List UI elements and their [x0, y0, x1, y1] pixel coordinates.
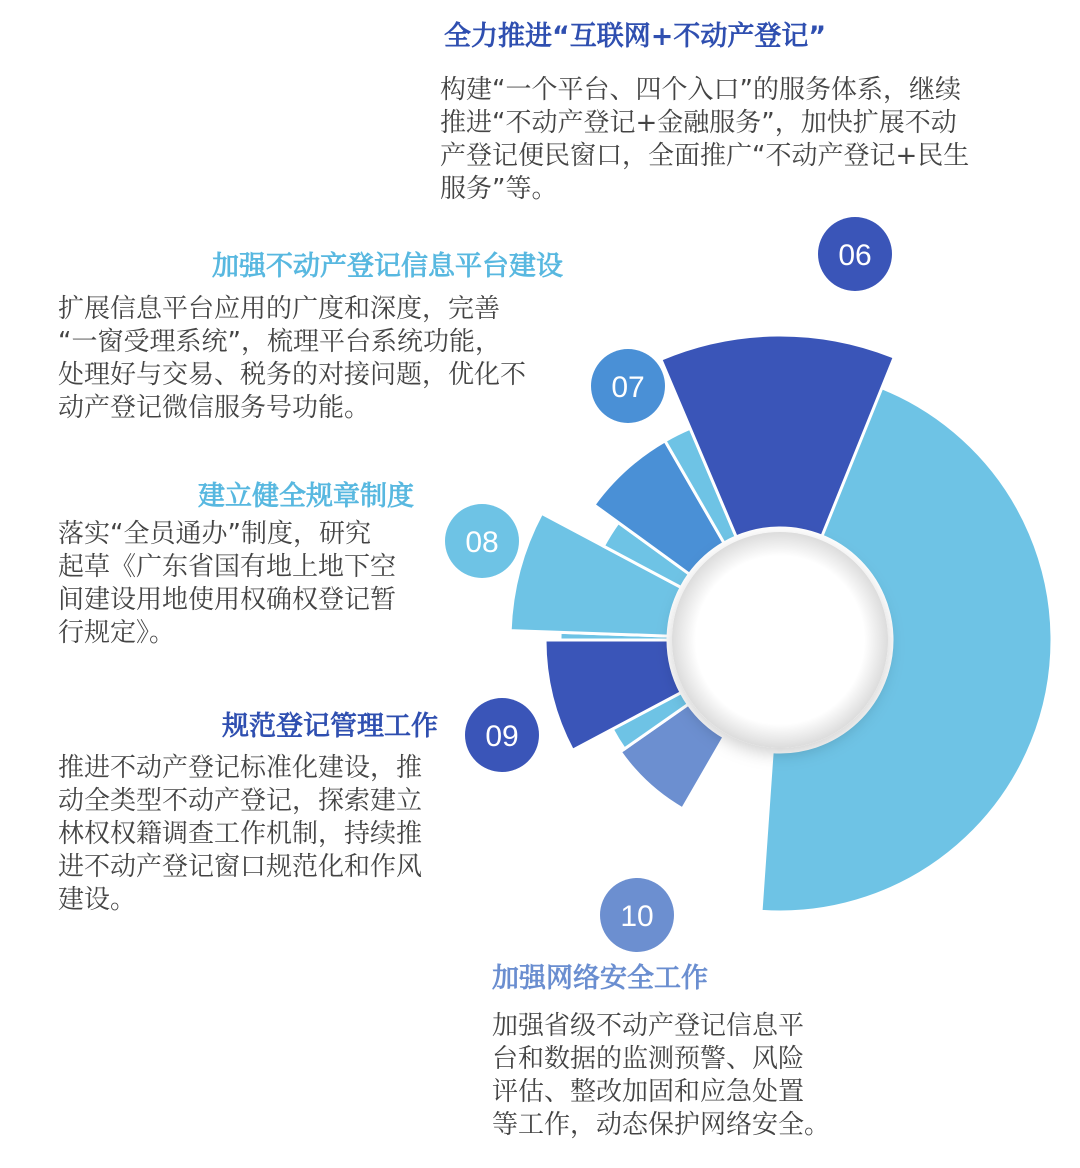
text-line: 服务”等。 [440, 174, 558, 204]
text-line: 建设。 [58, 885, 137, 915]
heading-06: 全力推进“互联网+不动产登记” [444, 21, 827, 52]
text-line: 林权权籍调查工作机制，持续推 [58, 819, 423, 849]
text-line: 起草《广东省国有地上地下空 [58, 552, 397, 582]
heading-08: 建立健全规章制度 [198, 481, 414, 512]
heading-10: 加强网络安全工作 [492, 963, 708, 994]
text-08 [58, 518, 396, 650]
text-line: 扩展信息平台应用的广度和深度，完善 [58, 294, 501, 324]
text-line: 台和数据的监测预警、风险 [492, 1044, 805, 1074]
badge-number: 09 [485, 720, 519, 753]
text-line: 推进“不动产登记+金融服务”，加快扩展不动 [440, 108, 957, 138]
text-line: 推进不动产登记标准化建设，推 [58, 753, 423, 783]
center-hole [672, 532, 888, 748]
text-10 [492, 1010, 830, 1142]
badge-number: 10 [620, 900, 654, 933]
text-07 [58, 293, 526, 425]
text-line: 动全类型不动产登记，探索建立 [58, 786, 423, 816]
text-line: “一窗受理系统”，梳理平台系统功能， [58, 327, 501, 357]
heading-07: 加强不动产登记信息平台建设 [212, 251, 563, 282]
text-line: 处理好与交易、税务的对接问题，优化不 [58, 360, 527, 390]
text-09 [58, 752, 422, 917]
badge-number: 06 [838, 239, 872, 272]
badge-number: 07 [611, 371, 645, 404]
text-line: 动产登记微信服务号功能。 [58, 393, 371, 423]
text-line: 加强省级不动产登记信息平 [492, 1011, 805, 1041]
text-line: 行规定》。 [58, 618, 176, 648]
text-line: 进不动产登记窗口规范化和作风 [58, 852, 423, 882]
text-line: 产登记便民窗口，全面推广“不动产登记+民生 [440, 141, 970, 171]
number-badge-07 [591, 349, 665, 423]
number-badge-10 [600, 878, 674, 952]
text-line: 构建“一个平台、四个入口”的服务体系，继续 [440, 75, 961, 105]
heading-09: 规范登记管理工作 [222, 711, 438, 742]
text-line: 间建设用地使用权确权登记暂 [58, 585, 397, 615]
number-badge-06 [818, 217, 892, 291]
text-line: 等工作，动态保护网络安全。 [492, 1110, 831, 1140]
badge-number: 08 [465, 526, 499, 559]
number-badge-09 [465, 698, 539, 772]
number-badge-08 [445, 504, 519, 578]
text-line: 评估、整改加固和应急处置 [492, 1077, 805, 1107]
text-line: 落实“全员通办”制度，研究 [58, 519, 371, 549]
text-06 [440, 74, 969, 206]
